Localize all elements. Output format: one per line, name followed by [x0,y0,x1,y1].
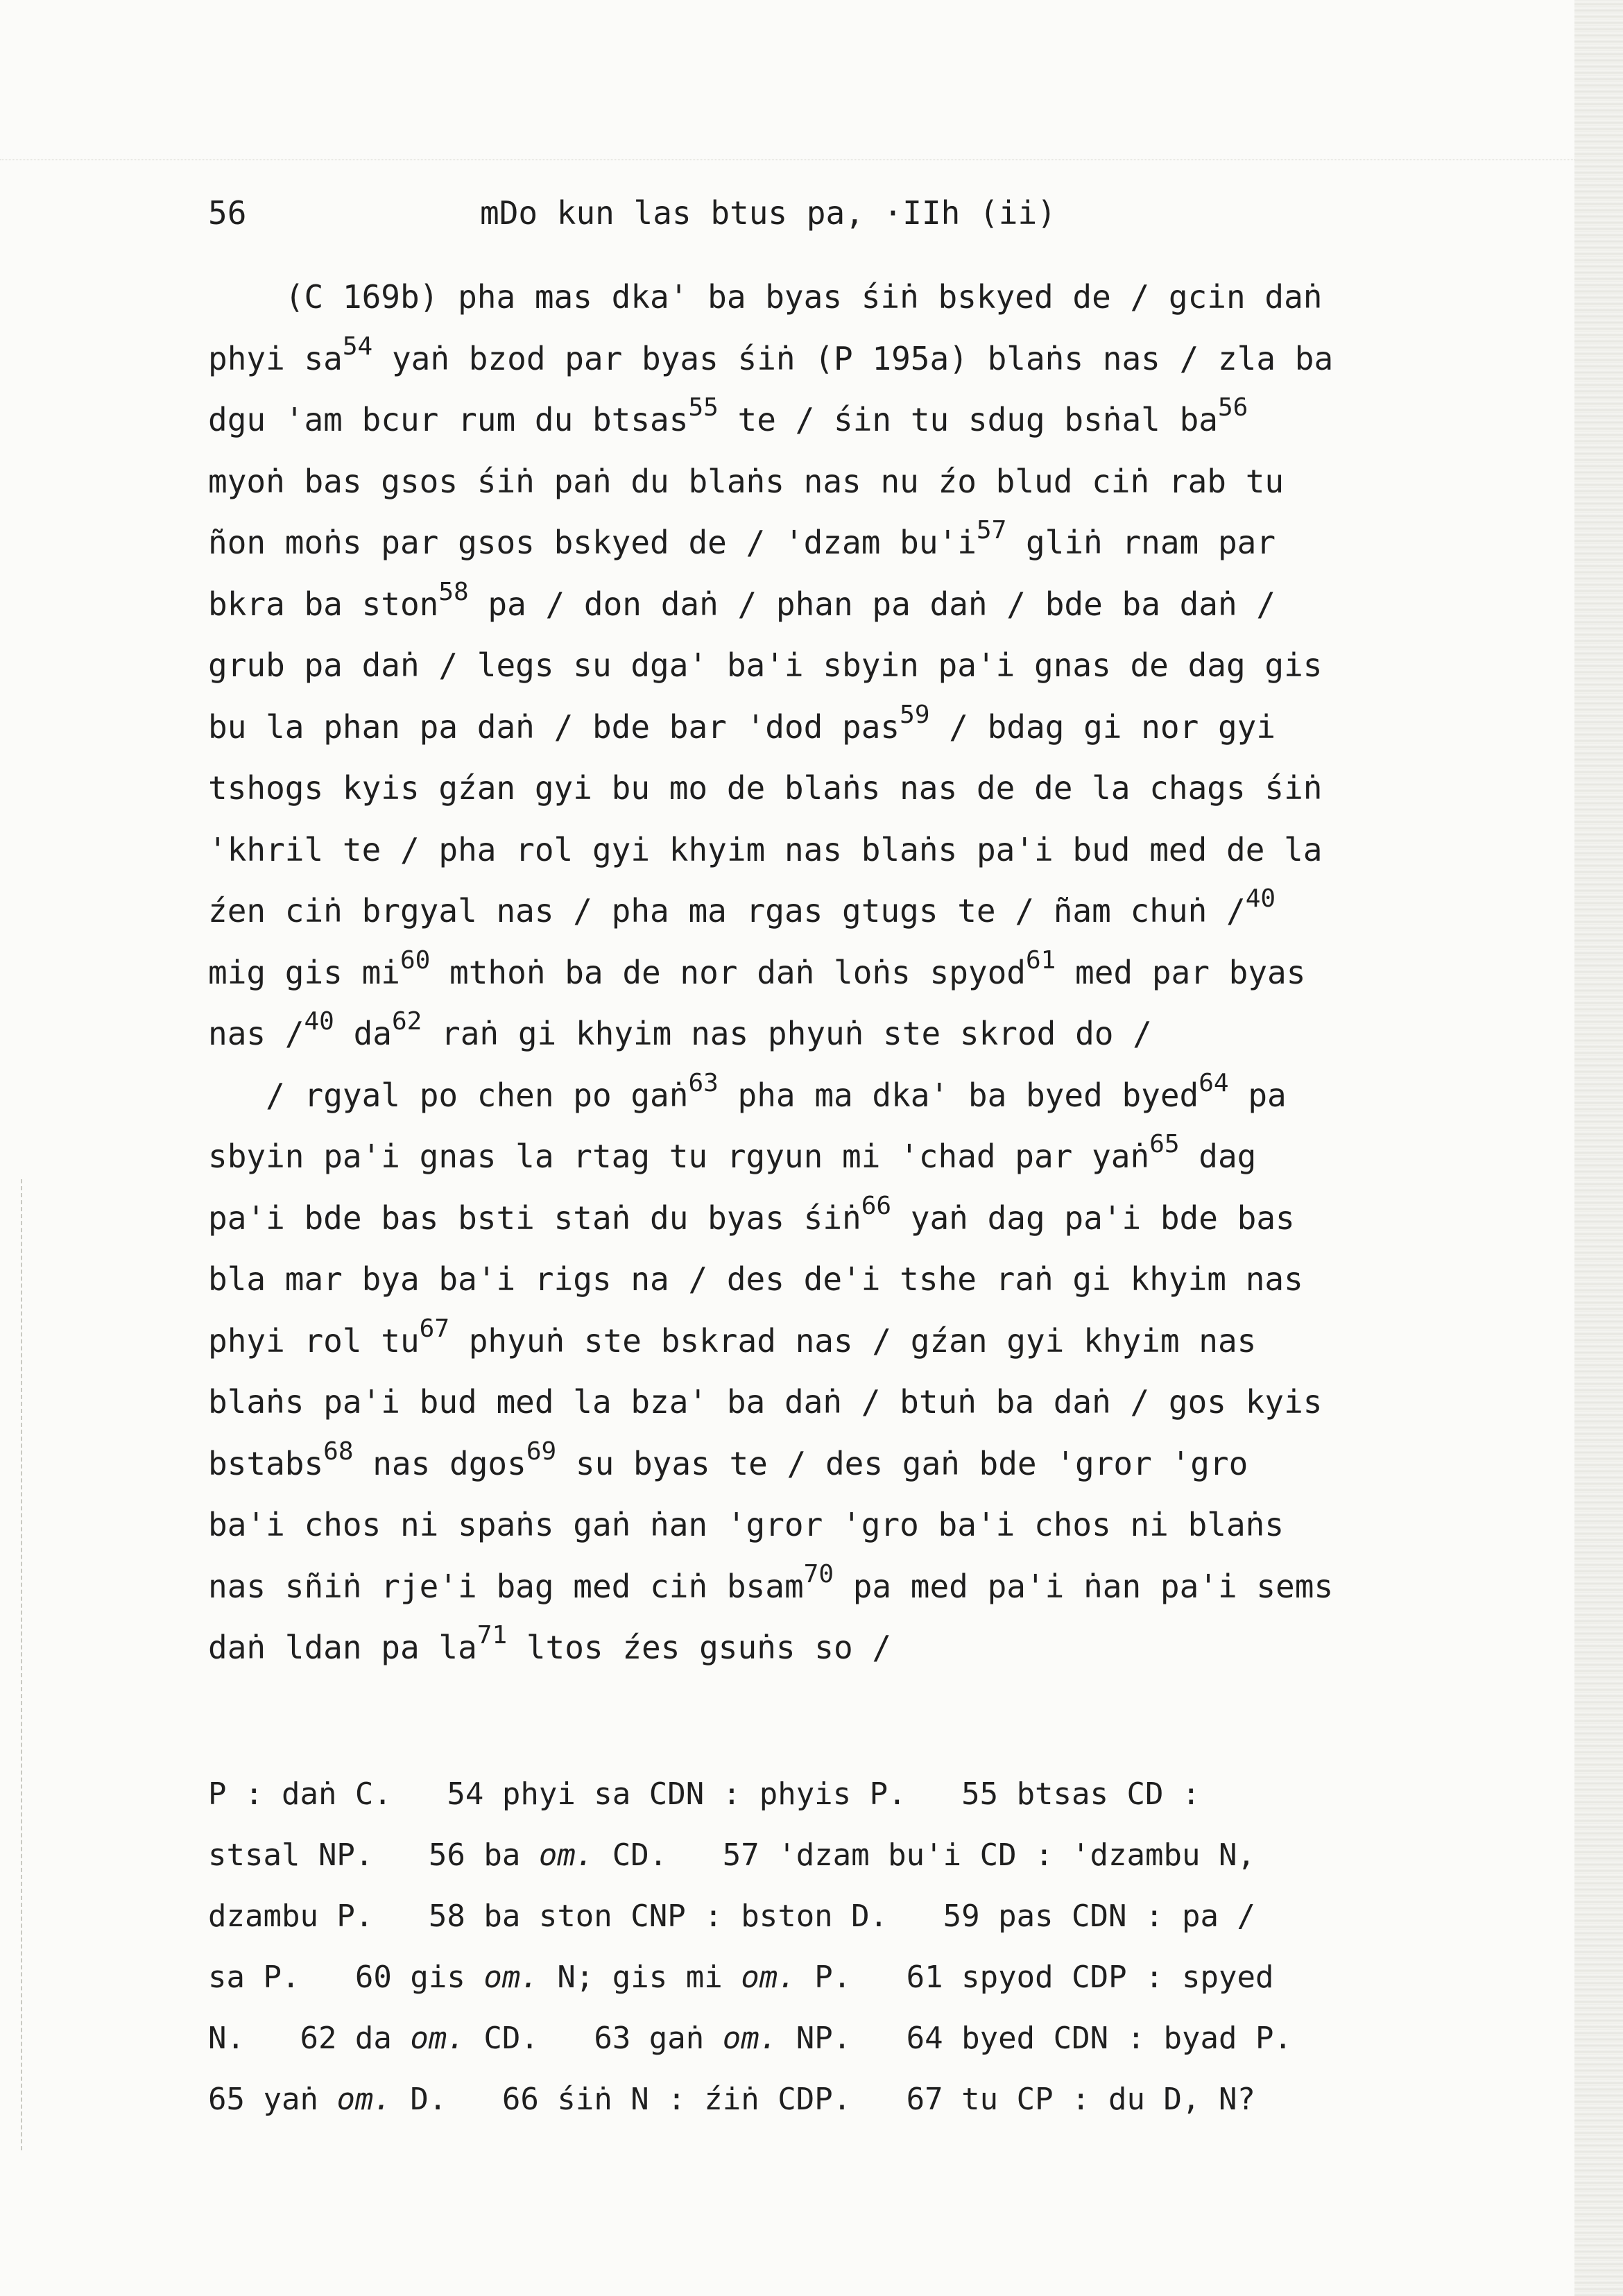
text-line: dgu 'am bcur rum du btsas$^{55}$ te / śin tu sdug bsṅal $ba^{56}$ [208,393,1248,438]
footnote-line: 65 yaṅ om. D. 66 śiṅ N : źiṅ CDP. 67 tu CP : du D, N? [208,2082,1255,2117]
note-marker: 61 [1025,945,1056,975]
note-marker: 54 [342,332,373,361]
text-line: nas sñiṅ rje'i bag med ciṅ bsam$^{70}$ pa med pa'i ṅan pa'i sems [208,1559,1334,1605]
note-marker: 64 [1199,1068,1229,1097]
note-marker: 67 [419,1314,450,1343]
text-line: nas /$^{40}$ $da^{62}$ raṅ gi khyim nas phyuṅ ste skrod do / [208,1007,1152,1052]
text-line: bstabs$^{68}$ nas dgos$^{69}$ su byas te / des gaṅ bde 'gror 'gro [208,1437,1248,1482]
text-line: ñon moṅs par gsos bskyed de / 'dzam $bu'i^{57}$ gliṅ rnam par [208,516,1276,561]
text-line: źen ciṅ brgyal nas / pha ma rgas gtugs te / ñam chuṅ /$^{40}$ [208,884,1276,929]
scanned-page-edge [1574,0,1623,2296]
page-number: 56 [208,194,247,232]
text-line: bkra ba ston$^{58}$ pa / don daṅ / phan pa daṅ / bde ba daṅ / [208,577,1276,623]
text-line: (C 169b) pha mas dka' ba byas śiṅ bskyed de / gcin daṅ [284,278,1323,316]
text-line: phyi $sa^{54}$ yaṅ bzod par byas śiṅ (P 195a) blaṅs nas / zla ba [208,332,1334,377]
text-line: phyi rol $tu^{67}$ phyuṅ ste bskrad nas / gźan gyi khyim nas [208,1314,1257,1360]
text-line: myoṅ bas gsos śiṅ paṅ du blaṅs nas nu źo blud ciṅ rab tu [208,462,1285,500]
text-line: bla mar bya ba'i rigs na / des de'i tshe raṅ gi khyim nas [208,1260,1303,1298]
text-line: mig gis $mi^{60}$ mthoṅ ba de nor daṅ loṅs spyod$^{61}$ med par byas [208,945,1306,991]
footnote-line: dzambu P. 58 ba ston CNP : bston D. 59 pas CDN : pa / [208,1899,1255,1934]
note-marker: 71 [476,1621,508,1650]
note-marker: 66 [861,1191,892,1220]
scanned-left-margin-marks [21,1179,26,2150]
note-marker: 68 [323,1437,354,1466]
text-line: pa'i bde bas bsti staṅ du byas śiṅ$^{66}$ yaṅ dag pa'i bde bas [208,1191,1295,1237]
text-line: daṅ ldan pa $la^{71}$ ltos źes gsuṅs so / [208,1621,892,1666]
footnote-line: sa P. 60 gis om. N; gis mi om. P. 61 spyod CDP : spyed [208,1960,1274,1995]
text-line: grub pa daṅ / legs su dga' ba'i sbyin pa'i gnas de dag gis [208,646,1323,684]
footnote-line: N. 62 da om. CD. 63 gaṅ om. NP. 64 byed CDN : byad P. [208,2021,1292,2056]
note-marker: 65 [1149,1130,1180,1158]
note-marker: 59 [900,700,930,729]
note-marker: 69 [526,1437,557,1466]
text-line: ba'i chos ni spaṅs gaṅ ṅan 'gror 'gro ba'i chos ni blaṅs [208,1506,1285,1543]
text-line: 'khril te / pha rol gyi khyim nas blaṅs pa'i bud med de la [208,830,1323,868]
text-line: tshogs kyis gźan gyi bu mo de blaṅs nas de de la chags śiṅ [208,769,1323,807]
note-marker: 55 [688,393,719,422]
text-line: blaṅs pa'i bud med la bza' ba daṅ / btuṅ ba daṅ / gos kyis [208,1383,1323,1421]
note-marker: 40 [304,1007,334,1036]
note-marker: 58 [438,577,469,606]
note-marker: 40 [1245,884,1276,913]
note-marker: 60 [400,945,431,975]
text-line: bu la phan pa daṅ / bde bar 'dod pas$^{59}$ / bdag gi nor gyi [208,700,1276,746]
text-line: / rgyal po chen po gaṅ$^{63}$ pha ma dka' ba byed byed$^{64}$ pa [266,1068,1287,1114]
footnote-line: P : daṅ C. 54 phyi sa CDN : phyis P. 55 btsas CD : [208,1776,1201,1812]
note-marker: 62 [391,1007,422,1036]
text-line: sbyin pa'i gnas la rtag tu rgyun mi 'chad par yaṅ$^{65}$ dag [208,1130,1257,1175]
note-marker: 70 [803,1559,834,1588]
running-head: mDo kun las btus pa, ·IIh (ii) [480,194,1056,232]
note-marker: 57 [976,516,1007,545]
note-marker: 56 [1217,393,1248,422]
footnote-line: stsal NP. 56 ba om. CD. 57 'dzam bu'i CD : 'dzambu N, [208,1837,1255,1873]
note-marker: 63 [688,1068,719,1097]
